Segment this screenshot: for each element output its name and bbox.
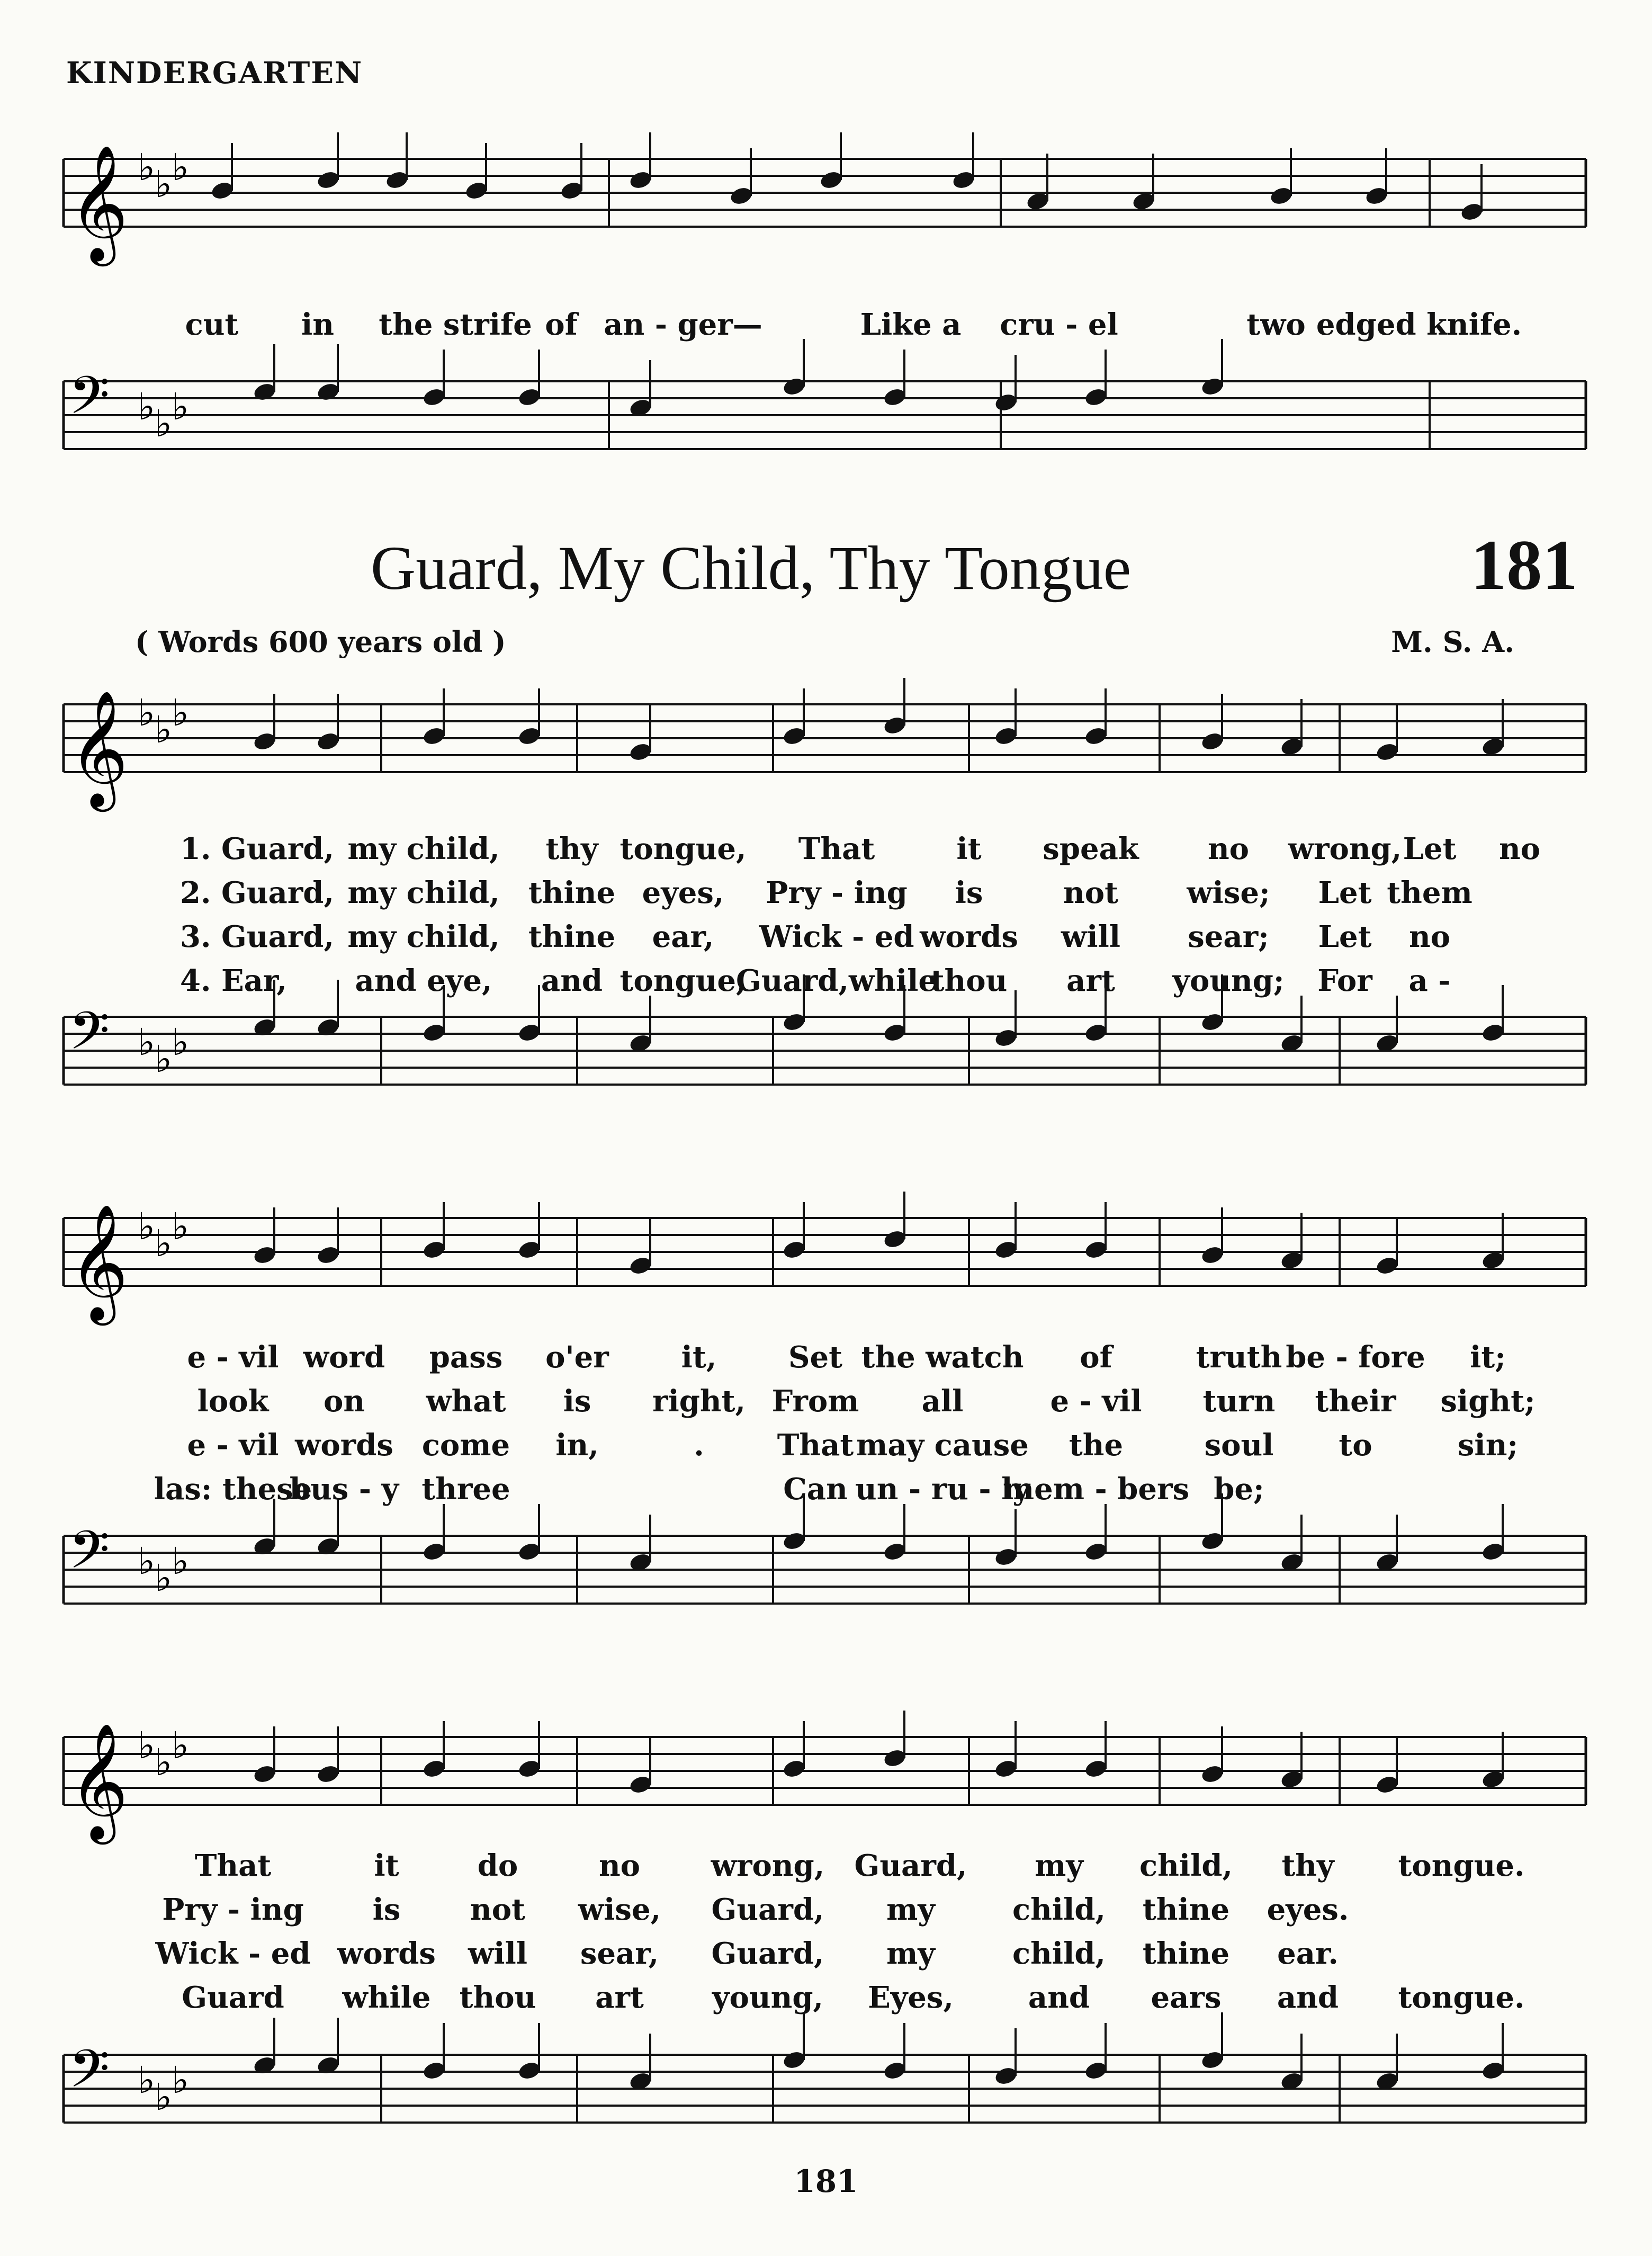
lyric-syllable: un - ru - ly bbox=[855, 1472, 1030, 1507]
treble-staff bbox=[0, 1202, 1652, 1335]
lyric-syllable: 4. Ear, bbox=[180, 963, 287, 998]
lyric-syllable: e - vil bbox=[187, 1340, 279, 1375]
flat-icon: ♭ bbox=[138, 1724, 156, 1767]
flat-icon: ♭ bbox=[172, 1020, 190, 1064]
lyric-syllable: thine bbox=[1142, 1892, 1230, 1927]
lyric-syllable: do bbox=[477, 1848, 518, 1883]
lyric-line bbox=[0, 1980, 1652, 2017]
lyric-syllable: look bbox=[197, 1384, 269, 1419]
lyric-syllable: turn bbox=[1202, 1384, 1276, 1419]
lyric-syllable: cru - el bbox=[1000, 307, 1118, 342]
lyric-syllable: cut bbox=[185, 307, 239, 342]
lyric-syllable: Guard,while bbox=[735, 963, 938, 998]
lyric-syllable: be; bbox=[1214, 1472, 1264, 1507]
lyric-syllable: will bbox=[1061, 919, 1121, 954]
lyric-line bbox=[0, 1936, 1652, 1973]
flat-icon: ♭ bbox=[172, 2058, 190, 2102]
flat-icon: ♭ bbox=[155, 1741, 173, 1784]
lyric-syllable: ear, bbox=[652, 919, 714, 954]
lyric-syllable: soul bbox=[1204, 1428, 1274, 1463]
lyric-syllable: words bbox=[337, 1936, 436, 1971]
lyric-syllable: 3. Guard, bbox=[180, 919, 334, 954]
lyric-syllable: word bbox=[303, 1340, 385, 1375]
lyric-line bbox=[0, 1340, 1652, 1377]
lyric-syllable: will bbox=[468, 1936, 528, 1971]
lyric-line bbox=[0, 963, 1652, 1000]
lyric-syllable: Guard, bbox=[711, 1892, 824, 1927]
lyric-syllable: thine bbox=[528, 919, 616, 954]
flat-icon: ♭ bbox=[155, 2075, 173, 2119]
lyric-line bbox=[0, 919, 1652, 956]
lyric-syllable: no bbox=[1498, 831, 1541, 866]
lyric-syllable: las: these bbox=[154, 1472, 312, 1507]
lyric-syllable: them bbox=[1387, 875, 1473, 910]
lyric-syllable: speak bbox=[1043, 831, 1139, 866]
lyric-syllable: the watch bbox=[861, 1340, 1024, 1375]
lyric-syllable: sin; bbox=[1457, 1428, 1519, 1463]
flat-icon: ♭ bbox=[138, 1205, 156, 1248]
lyric-syllable: three bbox=[421, 1472, 510, 1507]
flat-icon: ♭ bbox=[155, 1222, 173, 1265]
lyric-syllable: Wick - ed bbox=[155, 1936, 311, 1971]
lyric-syllable: not bbox=[470, 1892, 525, 1927]
lyric-syllable: tongue, bbox=[620, 963, 747, 998]
lyric-line bbox=[0, 1472, 1652, 1509]
treble-staff bbox=[0, 1721, 1652, 1854]
lyric-syllable: my bbox=[886, 1936, 935, 1971]
lyric-syllable: may cause bbox=[856, 1428, 1029, 1463]
flat-icon: ♭ bbox=[155, 1556, 173, 1600]
lyric-syllable: my bbox=[886, 1892, 935, 1927]
lyric-syllable: Set bbox=[788, 1340, 842, 1375]
lyric-syllable: what bbox=[426, 1384, 506, 1419]
lyric-syllable: thy bbox=[1281, 1848, 1334, 1883]
lyric-syllable: Guard, bbox=[711, 1936, 824, 1971]
lyric-syllable: From bbox=[771, 1384, 859, 1419]
lyric-syllable: an - ger— bbox=[604, 307, 762, 342]
lyric-syllable: That bbox=[194, 1848, 272, 1883]
lyric-syllable: and bbox=[541, 963, 603, 998]
flat-icon: ♭ bbox=[172, 691, 190, 735]
lyric-syllable: no bbox=[1408, 919, 1451, 954]
treble-staff bbox=[0, 688, 1652, 821]
bass-staff bbox=[0, 1001, 1652, 1133]
lyric-syllable: o'er bbox=[545, 1340, 609, 1375]
lyric-syllable: words bbox=[295, 1428, 393, 1463]
flat-icon: ♭ bbox=[138, 1539, 156, 1583]
lyric-syllable: thou bbox=[930, 963, 1008, 998]
lyric-syllable: sight; bbox=[1440, 1384, 1536, 1419]
lyric-syllable: my child, bbox=[347, 919, 500, 954]
lyric-syllable: their bbox=[1315, 1384, 1396, 1419]
lyric-syllable: That bbox=[777, 1428, 854, 1463]
lyric-syllable: That bbox=[798, 831, 875, 866]
lyric-syllable: Pry - ing bbox=[766, 875, 908, 910]
flat-icon: ♭ bbox=[138, 146, 156, 189]
lyric-syllable: my child, bbox=[347, 875, 500, 910]
lyric-syllable: ear. bbox=[1277, 1936, 1339, 1971]
lyric-syllable: wise; bbox=[1187, 875, 1270, 910]
lyric-syllable: 1. Guard, bbox=[180, 831, 334, 866]
lyric-syllable: tongue. bbox=[1398, 1980, 1525, 2015]
flat-icon: ♭ bbox=[172, 385, 190, 428]
lyric-syllable: of bbox=[1080, 1340, 1112, 1375]
lyric-syllable: wrong, bbox=[1288, 831, 1402, 866]
hymn-subtitle: ( Words 600 years old ) bbox=[135, 625, 506, 659]
lyric-syllable: is bbox=[563, 1384, 591, 1419]
hymn-title: Guard, My Child, Thy Tongue bbox=[371, 533, 1132, 603]
flat-icon: ♭ bbox=[155, 402, 173, 445]
lyric-syllable: it bbox=[374, 1848, 399, 1883]
lyric-syllable: and bbox=[1028, 1980, 1090, 2015]
lyric-syllable: thine bbox=[1142, 1936, 1230, 1971]
flat-icon: ♭ bbox=[172, 1539, 190, 1583]
lyric-syllable: while bbox=[342, 1980, 431, 2015]
lyric-syllable: not bbox=[1063, 875, 1118, 910]
lyric-syllable: e - vil bbox=[187, 1428, 279, 1463]
lyric-syllable: tongue, bbox=[620, 831, 747, 866]
lyric-syllable: art bbox=[1066, 963, 1115, 998]
flat-icon: ♭ bbox=[138, 1020, 156, 1064]
lyric-syllable: in, bbox=[555, 1428, 599, 1463]
lyric-syllable: truth bbox=[1196, 1340, 1282, 1375]
lyric-syllable: Can bbox=[783, 1472, 848, 1507]
lyric-syllable: Wick - ed bbox=[759, 919, 914, 954]
lyric-syllable: Guard bbox=[182, 1980, 284, 2015]
lyric-line bbox=[0, 1848, 1652, 1885]
bass-staff bbox=[0, 2039, 1652, 2171]
lyric-syllable: . bbox=[694, 1428, 704, 1463]
lyric-syllable: the strife bbox=[379, 307, 532, 342]
lyric-syllable: Let bbox=[1403, 831, 1457, 866]
lyric-syllable: it bbox=[956, 831, 982, 866]
bass-clef-icon: 𝄢 bbox=[69, 2039, 110, 2112]
lyric-syllable: sear, bbox=[580, 1936, 659, 1971]
flat-icon: ♭ bbox=[155, 163, 173, 206]
treble-staff bbox=[0, 143, 1652, 275]
lyric-line bbox=[0, 1384, 1652, 1421]
lyric-line bbox=[0, 831, 1652, 869]
lyric-syllable: 2. Guard, bbox=[180, 875, 334, 910]
lyric-syllable: Like a bbox=[860, 307, 962, 342]
flat-icon: ♭ bbox=[138, 2058, 156, 2102]
lyric-syllable: a - bbox=[1408, 963, 1451, 998]
hymn-number: 181 bbox=[1470, 526, 1578, 605]
lyric-syllable: child, bbox=[1139, 1848, 1233, 1883]
lyric-syllable: to bbox=[1339, 1428, 1372, 1463]
lyric-syllable: on bbox=[323, 1384, 365, 1419]
lyric-syllable: two bbox=[1246, 307, 1306, 342]
lyric-syllable: Guard, bbox=[854, 1848, 967, 1883]
flat-icon: ♭ bbox=[172, 1205, 190, 1248]
flat-icon: ♭ bbox=[155, 708, 173, 751]
page-number: 181 bbox=[794, 2163, 858, 2199]
lyric-syllable: tongue. bbox=[1398, 1848, 1525, 1883]
flat-icon: ♭ bbox=[172, 1724, 190, 1767]
treble-clef-icon: 𝄞 bbox=[69, 1722, 129, 1839]
lyric-syllable: Let bbox=[1318, 919, 1372, 954]
bass-clef-icon: 𝄢 bbox=[69, 1520, 110, 1593]
lyric-syllable: be - fore bbox=[1286, 1340, 1425, 1375]
treble-clef-icon: 𝄞 bbox=[69, 1203, 129, 1320]
flat-icon: ♭ bbox=[172, 146, 190, 189]
lyric-syllable: all bbox=[921, 1384, 964, 1419]
lyric-syllable: and eye, bbox=[355, 963, 492, 998]
lyric-syllable: thou bbox=[459, 1980, 536, 2015]
lyric-syllable: Pry - ing bbox=[162, 1892, 304, 1927]
bass-clef-icon: 𝄢 bbox=[69, 365, 110, 439]
lyric-line bbox=[0, 1428, 1652, 1465]
section-heading: KINDERGARTEN bbox=[66, 56, 363, 91]
lyric-syllable: the bbox=[1069, 1428, 1124, 1463]
lyric-syllable: eyes. bbox=[1267, 1892, 1349, 1927]
lyric-syllable: young; bbox=[1172, 963, 1285, 998]
lyric-syllable: it, bbox=[681, 1340, 717, 1375]
lyric-syllable: ears bbox=[1151, 1980, 1222, 2015]
lyric-syllable: mem - bers bbox=[1002, 1472, 1190, 1507]
treble-clef-icon: 𝄞 bbox=[69, 690, 129, 807]
lyric-line bbox=[0, 875, 1652, 912]
lyric-syllable: right, bbox=[652, 1384, 746, 1419]
lyric-syllable: wrong, bbox=[711, 1848, 825, 1883]
lyric-syllable: it; bbox=[1470, 1340, 1506, 1375]
lyric-syllable: Let bbox=[1318, 875, 1372, 910]
bass-staff bbox=[0, 365, 1652, 498]
lyric-syllable: no bbox=[598, 1848, 641, 1883]
lyric-syllable: no bbox=[1207, 831, 1250, 866]
lyric-syllable: edged knife. bbox=[1316, 307, 1522, 342]
lyric-syllable: come bbox=[421, 1428, 510, 1463]
lyric-syllable: pass bbox=[429, 1340, 503, 1375]
lyric-syllable: my child, bbox=[347, 831, 500, 866]
lyric-syllable: is bbox=[955, 875, 983, 910]
lyric-syllable: e - vil bbox=[1050, 1384, 1142, 1419]
flat-icon: ♭ bbox=[138, 691, 156, 735]
composer-credit: M. S. A. bbox=[1391, 625, 1514, 659]
lyric-line bbox=[0, 307, 1652, 344]
lyric-syllable: in bbox=[301, 307, 334, 342]
lyric-syllable: Eyes, bbox=[868, 1980, 954, 2015]
lyric-syllable: thy bbox=[545, 831, 598, 866]
flat-icon: ♭ bbox=[155, 1037, 173, 1081]
bass-clef-icon: 𝄢 bbox=[69, 1001, 110, 1075]
lyric-syllable: bus - y bbox=[289, 1472, 399, 1507]
bass-staff bbox=[0, 1520, 1652, 1652]
lyric-syllable: wise, bbox=[578, 1892, 661, 1927]
lyric-syllable: of bbox=[545, 307, 578, 342]
lyric-syllable: eyes, bbox=[642, 875, 724, 910]
flat-icon: ♭ bbox=[138, 385, 156, 428]
lyric-syllable: child, bbox=[1012, 1892, 1106, 1927]
lyric-syllable: thine bbox=[528, 875, 616, 910]
lyric-syllable: is bbox=[372, 1892, 401, 1927]
lyric-syllable: art bbox=[595, 1980, 644, 2015]
lyric-line bbox=[0, 1892, 1652, 1929]
lyric-syllable: young, bbox=[712, 1980, 823, 2015]
lyric-syllable: words bbox=[920, 919, 1018, 954]
lyric-syllable: my bbox=[1035, 1848, 1083, 1883]
lyric-syllable: child, bbox=[1012, 1936, 1106, 1971]
lyric-syllable: and bbox=[1277, 1980, 1339, 2015]
lyric-syllable: For bbox=[1317, 963, 1372, 998]
treble-clef-icon: 𝄞 bbox=[69, 144, 129, 261]
lyric-syllable: sear; bbox=[1188, 919, 1269, 954]
